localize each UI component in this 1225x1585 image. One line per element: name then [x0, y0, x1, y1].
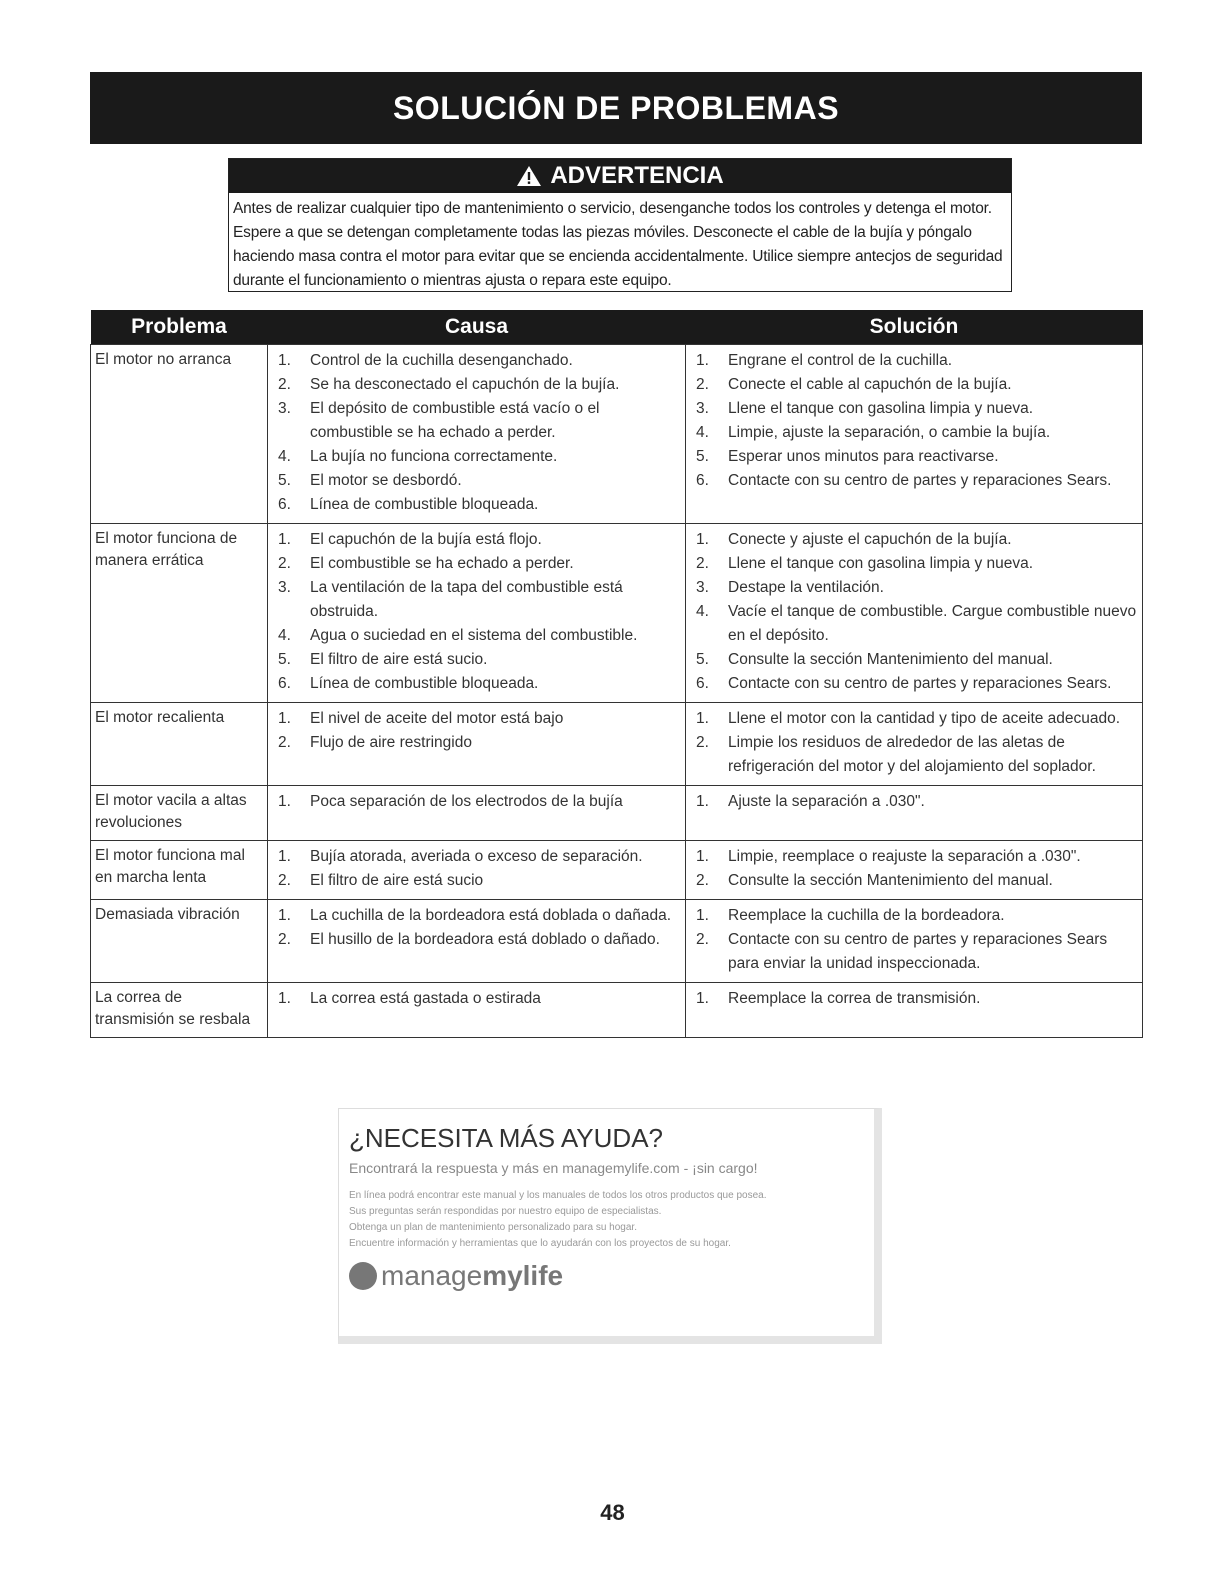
problem-cell: El motor vacila a altas revoluciones [91, 786, 268, 841]
solution-item: 6. Contacte con su centro de partes y reparaciones Sears. [696, 472, 1112, 489]
warning-text: Antes de realizar cualquier tipo de mantenimiento o servicio, desenganche todos los controles y detenga el motor. Espere a que se detengan completamente todas las piezas móviles. Desconecte el cable de la bujía y póngalo haciendo masa contra el motor para evitar que se encienda accidentalmente. Utilice siempre antecjos de seguridad durante el funcionamiento o mientras ajusta o repara este equipo. [233, 200, 1003, 289]
solution-item: 1. Ajuste la separación a .030". [696, 793, 925, 810]
solution-cell [686, 345, 1143, 524]
cause-item: 5. El filtro de aire está sucio. [278, 651, 488, 668]
solution-item: 2. Contacte con su centro de partes y reparaciones Sears para enviar la unidad inspeccionada. [696, 931, 1108, 972]
table-row [91, 524, 1143, 703]
logo-circle-icon [349, 1262, 377, 1290]
cause-item: 1. La cuchilla de la bordeadora está doblada o dañada. [278, 907, 672, 924]
cause-item: 2. El husillo de la bordeadora está doblado o dañado. [278, 931, 660, 948]
cause-item: 4. Agua o suciedad en el sistema del combustible. [278, 627, 638, 644]
cause-cell [268, 345, 686, 524]
table-header-row [91, 310, 1143, 345]
cause-item: 1. Bujía atorada, averiada o exceso de separación. [278, 848, 643, 865]
cause-item: 1. El capuchón de la bujía está flojo. [278, 531, 542, 548]
cause-item: 2. El combustible se ha echado a perder. [278, 555, 574, 572]
solution-item: 6. Contacte con su centro de partes y reparaciones Sears. [696, 675, 1112, 692]
solution-cell [686, 703, 1143, 786]
help-line: En línea podrá encontrar este manual y los manuales de todos los otros productos que posea. [349, 1190, 767, 1201]
table-row [91, 900, 1143, 983]
solution-cell [686, 983, 1143, 1038]
help-line: Sus preguntas serán respondidas por nuestro equipo de especialistas. [349, 1206, 662, 1217]
cause-item: 2. Se ha desconectado el capuchón de la bujía. [278, 376, 620, 393]
cause-cell [268, 983, 686, 1038]
warning-box [228, 158, 1012, 292]
cause-item: 1. Control de la cuchilla desenganchado. [278, 352, 573, 369]
cause-item: 4. La bujía no funciona correctamente. [278, 448, 558, 465]
table-row [91, 841, 1143, 900]
help-line: Obtenga un plan de mantenimiento personalizado para su hogar. [349, 1222, 637, 1233]
cause-item: 2. Flujo de aire restringido [278, 734, 472, 751]
cause-item: 3. El depósito de combustible está vacío o el combustible se ha echado a perder. [278, 400, 600, 441]
cause-item: 3. La ventilación de la tapa del combustible está obstruida. [278, 579, 623, 620]
table-row [91, 703, 1143, 786]
warning-triangle-icon [516, 165, 542, 187]
solution-item: 5. Esperar unos minutos para reactivarse. [696, 448, 999, 465]
problem-cell: El motor no arranca [91, 345, 268, 524]
warning-title: ADVERTENCIA [550, 162, 724, 189]
solution-item: 3. Destape la ventilación. [696, 579, 884, 596]
cause-cell [268, 703, 686, 786]
cause-cell [268, 900, 686, 983]
cause-item: 6. Línea de combustible bloqueada. [278, 496, 539, 513]
table-row [91, 983, 1143, 1038]
help-subtitle: Encontrará la respuesta y más en managemylife.com - ¡sin cargo! [349, 1160, 758, 1176]
help-box [338, 1108, 882, 1344]
solution-item: 3. Llene el tanque con gasolina limpia y nueva. [696, 400, 1034, 417]
managemylife-logo [349, 1260, 864, 1292]
solution-cell [686, 841, 1143, 900]
logo-text: managemylife [381, 1260, 564, 1291]
header-problem: Problema [91, 310, 268, 345]
problem-cell: La correa de transmisión se resbala [91, 983, 268, 1038]
solution-item: 2. Consulte la sección Mantenimiento del manual. [696, 872, 1053, 889]
cause-item: 1. El nivel de aceite del motor está bajo [278, 710, 564, 727]
header-cause: Causa [268, 310, 686, 345]
cause-cell [268, 841, 686, 900]
solution-cell [686, 786, 1143, 841]
problem-cell: Demasiada vibración [91, 900, 268, 983]
cause-item: 1. La correa está gastada o estirada [278, 990, 541, 1007]
problem-cell: El motor funciona mal en marcha lenta [91, 841, 268, 900]
cause-cell [268, 524, 686, 703]
cause-item: 6. Línea de combustible bloqueada. [278, 675, 539, 692]
problem-cell: El motor funciona de manera errática [91, 524, 268, 703]
solution-item: 1. Reemplace la correa de transmisión. [696, 990, 981, 1007]
page-title: SOLUCIÓN DE PROBLEMAS [392, 89, 840, 126]
troubleshooting-table [90, 310, 1143, 1038]
table-row [91, 786, 1143, 841]
solution-item: 1. Engrane el control de la cuchilla. [696, 352, 953, 369]
solution-item: 2. Limpie los residuos de alrededor de las aletas de refrigeración del motor y del alojamiento del soplador. [696, 734, 1096, 775]
solution-item: 1. Limpie, reemplace o reajuste la separación a .030". [696, 848, 1081, 865]
help-line: Encuentre información y herramientas que lo ayudarán con los proyectos de su hogar. [349, 1238, 731, 1249]
table-row [91, 345, 1143, 524]
cause-cell [268, 786, 686, 841]
page-title-bar [90, 72, 1142, 144]
solution-cell [686, 900, 1143, 983]
help-title: ¿NECESITA MÁS AYUDA? [349, 1123, 664, 1153]
cause-item: 5. El motor se desbordó. [278, 472, 462, 489]
problem-cell: El motor recalienta [91, 703, 268, 786]
page-number: 48 [600, 1500, 625, 1525]
solution-item: 4. Vacíe el tanque de combustible. Cargue combustible nuevo en el depósito. [696, 603, 1137, 644]
solution-cell [686, 524, 1143, 703]
warning-header [229, 159, 1011, 193]
help-list [349, 1188, 864, 1252]
header-solution: Solución [686, 310, 1143, 345]
cause-item: 1. Poca separación de los electrodos de la bujía [278, 793, 623, 810]
solution-item: 2. Conecte el cable al capuchón de la bujía. [696, 376, 1012, 393]
solution-item: 1. Llene el motor con la cantidad y tipo de aceite adecuado. [696, 710, 1121, 727]
cause-item: 2. El filtro de aire está sucio [278, 872, 484, 889]
solution-item: 5. Consulte la sección Mantenimiento del manual. [696, 651, 1053, 668]
solution-item: 2. Llene el tanque con gasolina limpia y nueva. [696, 555, 1034, 572]
solution-item: 1. Conecte y ajuste el capuchón de la bujía. [696, 531, 1012, 548]
solution-item: 1. Reemplace la cuchilla de la bordeadora. [696, 907, 1005, 924]
solution-item: 4. Limpie, ajuste la separación, o cambie la bujía. [696, 424, 1051, 441]
